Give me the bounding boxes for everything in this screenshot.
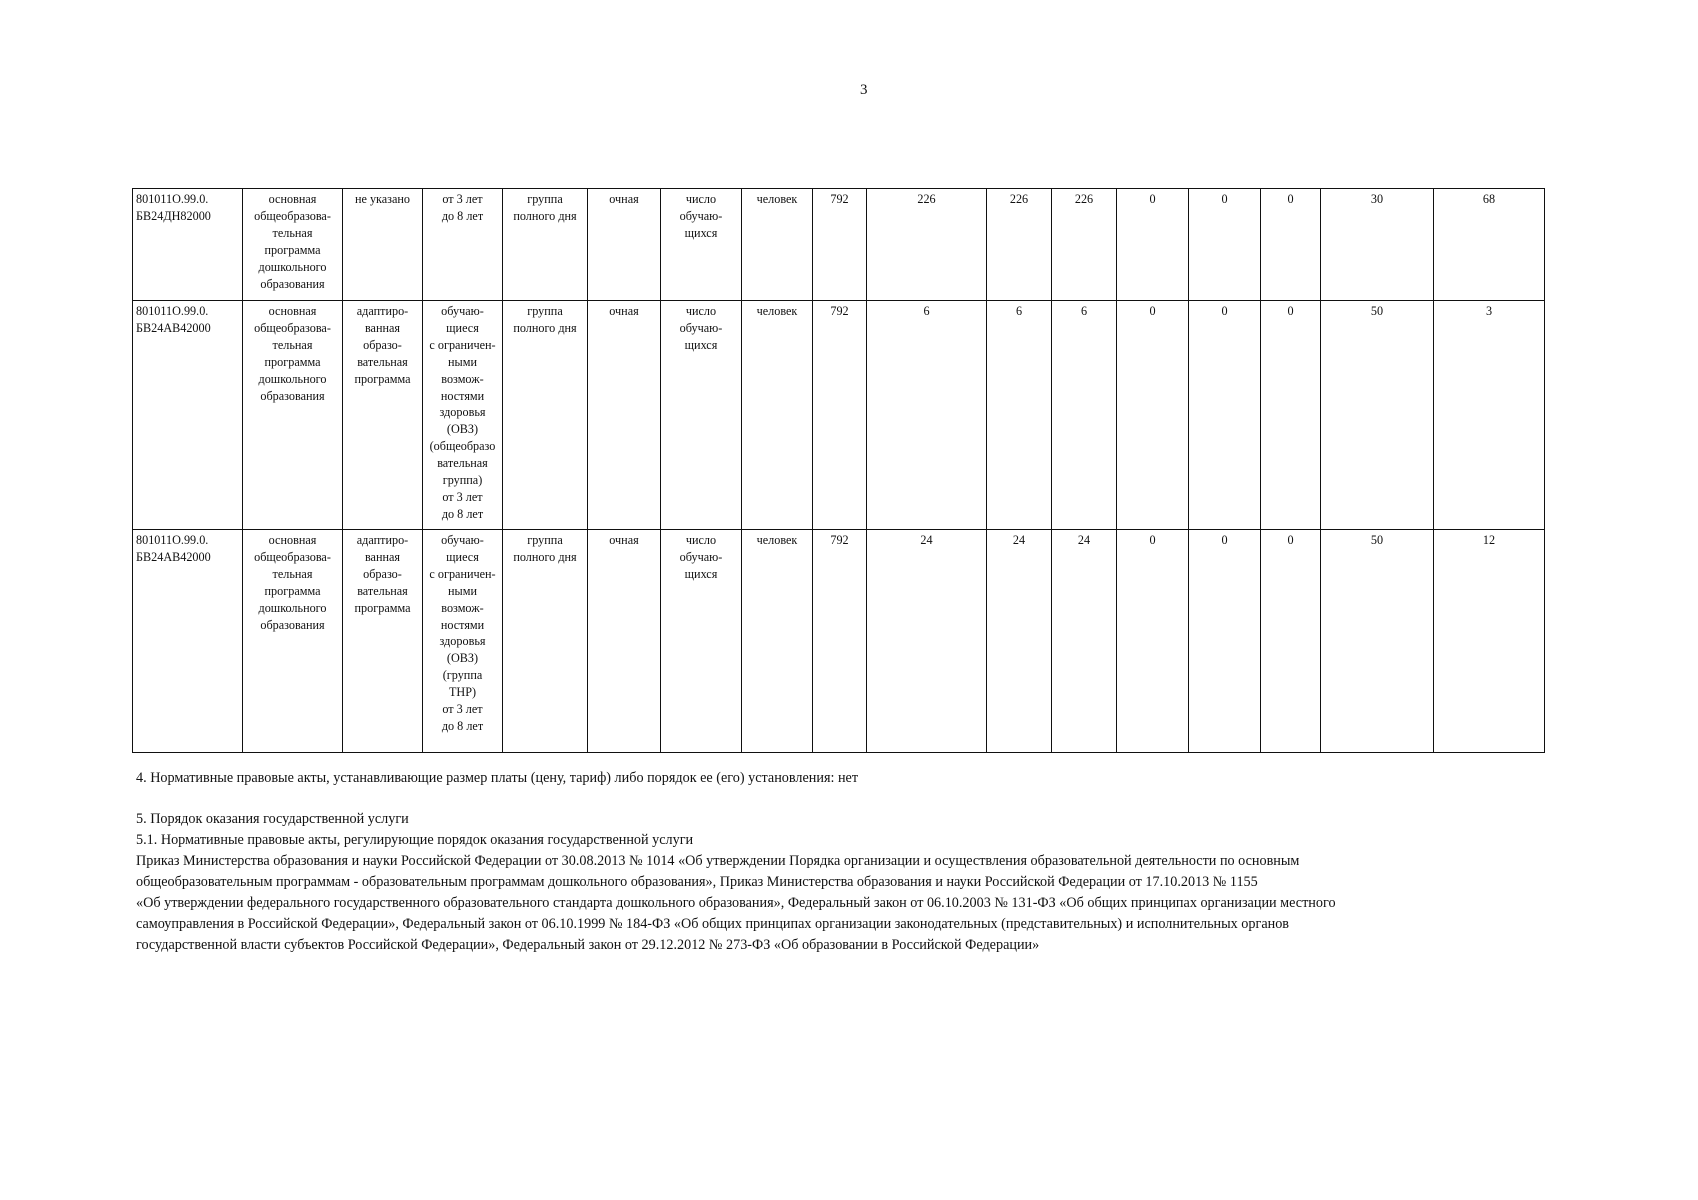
unit-cell: человек — [742, 530, 813, 753]
value-cell: 0 — [1189, 530, 1261, 753]
okei-code-cell: 792 — [813, 530, 867, 753]
value-cell: 68 — [1434, 189, 1545, 301]
value-cell: 24 — [987, 530, 1052, 753]
value-cell: 0 — [1117, 530, 1189, 753]
page-number: 3 — [860, 82, 868, 98]
value-cell: 226 — [1052, 189, 1117, 301]
legal-acts-line: Приказ Министерства образования и науки Российской Федерации от 30.08.2013 № 1014 «Об утверждении Порядка организации и осуществления образовательной деятельности по основным — [136, 853, 1300, 869]
education-form-cell: очная — [588, 301, 661, 530]
program-cell: основная общеобразова- тельная программа дошкольного образования — [243, 301, 343, 530]
value-cell: 0 — [1117, 189, 1189, 301]
table-row — [133, 530, 1545, 753]
value-cell: 6 — [867, 301, 987, 530]
program-type-cell: не указано — [343, 189, 423, 301]
section-5-title: 5. Порядок оказания государственной услуги — [136, 811, 409, 827]
value-cell: 24 — [1052, 530, 1117, 753]
value-cell: 50 — [1321, 530, 1434, 753]
program-type-cell: адаптиро- ванная образо- вательная программа — [343, 530, 423, 753]
program-cell: основная общеобразова- тельная программа дошкольного образования — [243, 530, 343, 753]
section-5-1-title: 5.1. Нормативные правовые акты, регулирующие порядок оказания государственной услуги — [136, 832, 694, 848]
indicator-cell: число обучаю- щихся — [661, 301, 742, 530]
value-cell: 6 — [987, 301, 1052, 530]
legal-acts-line: общеобразовательным программам - образовательным программам дошкольного образования», Приказ Министерства образования и науки Российской Федерации от 17.10.2013 № 1155 — [136, 874, 1258, 890]
stay-mode-cell: группа полного дня — [503, 301, 588, 530]
legal-acts-line: государственной власти субъектов Российской Федерации», Федеральный закон от 29.12.2012 № 273-ФЗ «Об образовании в Российской Федерации» — [136, 937, 1040, 953]
value-cell: 0 — [1261, 530, 1321, 753]
indicator-cell: число обучаю- щихся — [661, 189, 742, 301]
value-cell: 0 — [1189, 189, 1261, 301]
section-4-text: 4. Нормативные правовые акты, устанавливающие размер платы (цену, тариф) либо порядок ее (его) установления: нет — [136, 770, 859, 786]
unit-cell: человек — [742, 301, 813, 530]
program-type-cell: адаптиро- ванная образо- вательная программа — [343, 301, 423, 530]
notes-block — [136, 768, 1556, 956]
student-category-cell: от 3 лет до 8 лет — [423, 189, 503, 301]
legal-acts-line: «Об утверждении федерального государственного образовательного стандарта дошкольного образования», Федеральный закон от 06.10.2003 № 131-ФЗ «Об общих принципах организации местного — [136, 895, 1336, 911]
value-cell: 3 — [1434, 301, 1545, 530]
value-cell: 226 — [867, 189, 987, 301]
stay-mode-cell: группа полного дня — [503, 530, 588, 753]
legal-acts-line: самоуправления в Российской Федерации», Федеральный закон от 06.10.1999 № 184-ФЗ «Об общих принципах организации законодательных (представительных) и исполнительных органов — [136, 916, 1290, 932]
indicator-cell: число обучаю- щихся — [661, 530, 742, 753]
education-form-cell: очная — [588, 189, 661, 301]
value-cell: 0 — [1117, 301, 1189, 530]
table-row — [133, 301, 1545, 530]
stay-mode-cell: группа полного дня — [503, 189, 588, 301]
education-form-cell: очная — [588, 530, 661, 753]
value-cell: 0 — [1261, 189, 1321, 301]
registry-code-cell: 801011О.99.0. БВ24АВ42000 — [133, 530, 243, 753]
okei-code-cell: 792 — [813, 301, 867, 530]
value-cell: 226 — [987, 189, 1052, 301]
student-category-cell: обучаю- щиеся с ограничен- ными возмож- ностями здоровья (ОВЗ) (группа ТНР) от 3 лет до 8 лет — [423, 530, 503, 753]
value-cell: 0 — [1261, 301, 1321, 530]
table-row — [133, 189, 1545, 301]
value-cell: 24 — [867, 530, 987, 753]
services-table — [132, 188, 1545, 753]
value-cell: 12 — [1434, 530, 1545, 753]
okei-code-cell: 792 — [813, 189, 867, 301]
registry-code-cell: 801011О.99.0. БВ24АВ42000 — [133, 301, 243, 530]
value-cell: 50 — [1321, 301, 1434, 530]
unit-cell: человек — [742, 189, 813, 301]
value-cell: 6 — [1052, 301, 1117, 530]
value-cell: 0 — [1189, 301, 1261, 530]
program-cell: основная общеобразова- тельная программа дошкольного образования — [243, 189, 343, 301]
registry-code-cell: 801011О.99.0. БВ24ДН82000 — [133, 189, 243, 301]
value-cell: 30 — [1321, 189, 1434, 301]
student-category-cell: обучаю- щиеся с ограничен- ными возмож- ностями здоровья (ОВЗ) (общеобразо вательная группа) от 3 лет до 8 лет — [423, 301, 503, 530]
